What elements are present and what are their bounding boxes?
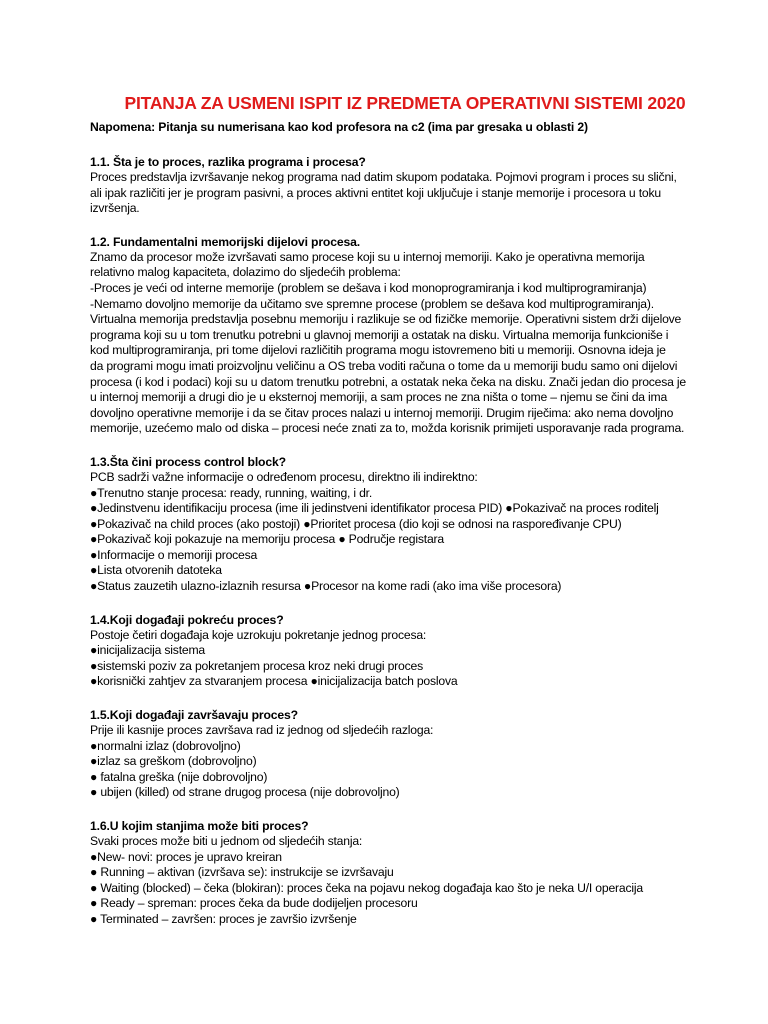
- answer-line: ● ubijen (killed) od strane drugog procesa (nije dobrovoljno): [90, 785, 400, 800]
- answer-line: Postoje četiri događaja koje uzrokuju pokretanje jednog procesa:: [90, 627, 427, 642]
- answer-line: ●Jedinstvenu identifikaciju procesa (ime ili jedinstveni identifikator procesa PID) ●Pokazivač na proces roditelj: [90, 501, 659, 516]
- answer-line: dovoljno operativne memorije i da se čitav proces nalazi u internoj memoriji. Drugim riječima: ako nema dovoljno: [90, 405, 674, 420]
- answer-line: ●korisnički zahtjev za stvaranjem procesa ●inicijalizacija batch poslova: [90, 674, 458, 689]
- question-section: [90, 612, 728, 690]
- answer-line: PCB sadrži važne informacije o određenom procesu, direktno ili indirektno:: [90, 469, 478, 484]
- question-section: [90, 234, 728, 437]
- answer-line: ●Informacije o memoriji procesa: [90, 547, 258, 562]
- answer-line: procesa (i kod i podaci) koji su u datom trenutku potrebni, a ostatak neka čeka na disku. Znači jedan dio procesa je: [90, 374, 687, 389]
- answer-line: ali ipak različiti jer je program pasivni, a proces aktivni entitet koji uključuje i stanje memorije i procesora u toku: [90, 185, 661, 200]
- answer-line: ●Trenutno stanje procesa: ready, running, waiting, i dr.: [90, 485, 373, 500]
- question-heading: 1.5.Koji događaji završavaju proces?: [90, 708, 298, 723]
- answer-line: ●Pokazivač na child proces (ako postoji) ●Prioritet procesa (dio koji se odnosi na raspoređivanje CPU): [90, 516, 622, 531]
- answer-line: -Proces je veći od interne memorije (problem se dešava i kod monoprogramiranja i kod multiprogramiranja): [90, 280, 647, 295]
- answer-line: ●Status zauzetih ulazno-izlaznih resursa ●Procesor na kome radi (ako ima više procesora): [90, 579, 562, 594]
- answer-line: Virtualna memorija predstavlja posebnu memoriju i razlikuje se od fizičke memorije. Operativni sistem drži dijelove: [90, 312, 682, 327]
- question-section: [90, 707, 728, 801]
- answer-line: ● Ready – spreman: proces čeka da bude dodijeljen procesoru: [90, 896, 418, 911]
- answer-line: ●New- novi: proces je upravo kreiran: [90, 849, 282, 864]
- question-heading: 1.1. Šta je to proces, razlika programa i procesa?: [90, 155, 366, 169]
- answer-line: ●izlaz sa greškom (dobrovoljno): [90, 754, 257, 769]
- question-heading: 1.3.Šta čini process control block?: [90, 454, 286, 469]
- answer-line: ●normalni izlaz (dobrovoljno): [90, 738, 241, 753]
- document-title: PITANJA ZA USMENI ISPIT IZ PREDMETA OPERATIVNI SISTEMI 2020: [124, 93, 686, 113]
- answer-line: ● fatalna greška (nije dobrovoljno): [90, 769, 268, 784]
- question-heading: 1.6.U kojim stanjima može biti proces?: [90, 819, 309, 833]
- answer-line: ● Waiting (blocked) – čeka (blokiran): proces čeka na pojavu nekog događaja kao što je neka U/I operacija: [90, 880, 643, 895]
- question-heading: 1.2. Fundamentalni memorijski dijelovi procesa.: [90, 234, 360, 249]
- answer-line: memorije, uzećemo malo od diska – procesi neće znati za to, možda korisnik primijeti usporavanje rada programa.: [90, 421, 685, 436]
- answer-line: ●Lista otvorenih datoteka: [90, 563, 222, 578]
- answer-line: Prije ili kasnije proces završava rad iz jednog od sljedećih razloga:: [90, 723, 434, 738]
- question-section: [90, 154, 728, 217]
- answer-line: -Nemamo dovoljno memorije da učitamo sve spremne procese (problem se dešava kod multiprogramiranja).: [90, 296, 654, 311]
- answer-line: ●Pokazivač koji pokazuje na memoriju procesa ● Područje registara: [90, 532, 444, 547]
- answer-line: ●inicijalizacija sistema: [90, 643, 205, 658]
- answer-line: Znamo da procesor može izvršavati samo procese koji su u internoj memoriji. Kako je operativna memorija: [90, 249, 645, 264]
- question-section: [90, 454, 728, 595]
- question-section: [90, 818, 728, 928]
- document-note: Napomena: Pitanja su numerisana kao kod profesora na c2 (ima par gresaka u oblasti 2): [90, 120, 588, 134]
- answer-line: programa koji su u tom trenutku potrebni u glavnoj memoriji a ostatak na disku. Virtualna memorija funkcioniše i: [90, 327, 669, 342]
- answer-line: Proces predstavlja izvršavanje nekog programa nad datim skupom podataka. Pojmovi program i proces su slični,: [90, 170, 677, 184]
- answer-line: izvršenja.: [90, 201, 140, 216]
- answer-line: da programi mogu imati proizvoljnu veličinu a OS treba voditi računa o tome da u memoriji budu samo oni dijelovi: [90, 358, 678, 373]
- sections-container: [90, 154, 728, 928]
- answer-line: ● Terminated – završen: proces je završio izvršenje: [90, 911, 357, 926]
- answer-line: ●sistemski poziv za pokretanjem procesa kroz neki drugi proces: [90, 658, 423, 673]
- answer-line: Svaki proces može biti u jednom od sljedećih stanja:: [90, 834, 363, 848]
- answer-line: u internoj memoriji a drugi dio je u eksternoj memoriji, a sam proces ne zna ništa o tome – njemu se čini da ima: [90, 390, 668, 405]
- answer-line: relativno malog kapaciteta, dolazimo do sljedećih problema:: [90, 265, 401, 280]
- question-heading: 1.4.Koji događaji pokreću proces?: [90, 612, 284, 627]
- answer-line: kod multiprogramiranja, pri tome dijelovi različitih programa mogu istovremeno biti u memoriji. Osnovna ideja je: [90, 343, 666, 358]
- answer-line: ● Running – aktivan (izvršava se): instrukcije se izvršavaju: [90, 865, 394, 880]
